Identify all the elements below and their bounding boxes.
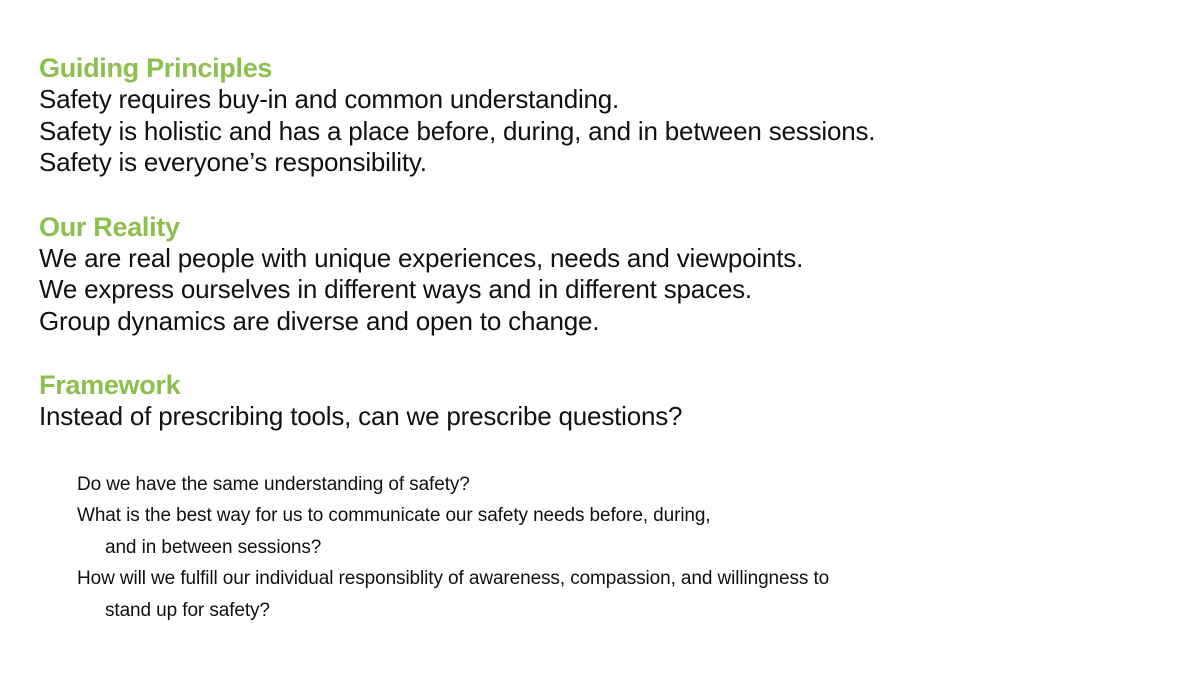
framework-line: Instead of prescribing tools, can we prescribe questions? [39, 401, 683, 431]
section-heading: Framework [39, 370, 181, 400]
section-guiding-principles [39, 52, 1169, 179]
section-our-reality [39, 211, 1169, 338]
reality-line: Group dynamics are diverse and open to change. [39, 305, 600, 336]
question-item: Do we have the same understanding of safety? [77, 473, 470, 495]
principle-line: Safety is everyone’s responsibility. [39, 147, 427, 177]
question-continuation: stand up for safety? [105, 599, 270, 621]
reality-line: We are real people with unique experiences, needs and viewpoints. [39, 242, 804, 273]
section-heading: Our Reality [39, 211, 180, 242]
question-item: What is the best way for us to communicate our safety needs before, during, [77, 505, 711, 526]
section-framework [39, 369, 1169, 433]
reality-line: We express ourselves in different ways and in different spaces. [39, 274, 752, 304]
question-continuation: and in between sessions? [105, 536, 322, 558]
section-heading: Guiding Principles [39, 53, 273, 83]
slide-content [39, 52, 1169, 626]
question-item: How will we fulfill our individual responsiblity of awareness, compassion, and willingness to [77, 568, 830, 589]
framework-questions [77, 469, 1169, 627]
principle-line: Safety is holistic and has a place before, during, and in between sessions. [39, 115, 876, 146]
principle-line: Safety requires buy-in and common understanding. [39, 84, 620, 114]
